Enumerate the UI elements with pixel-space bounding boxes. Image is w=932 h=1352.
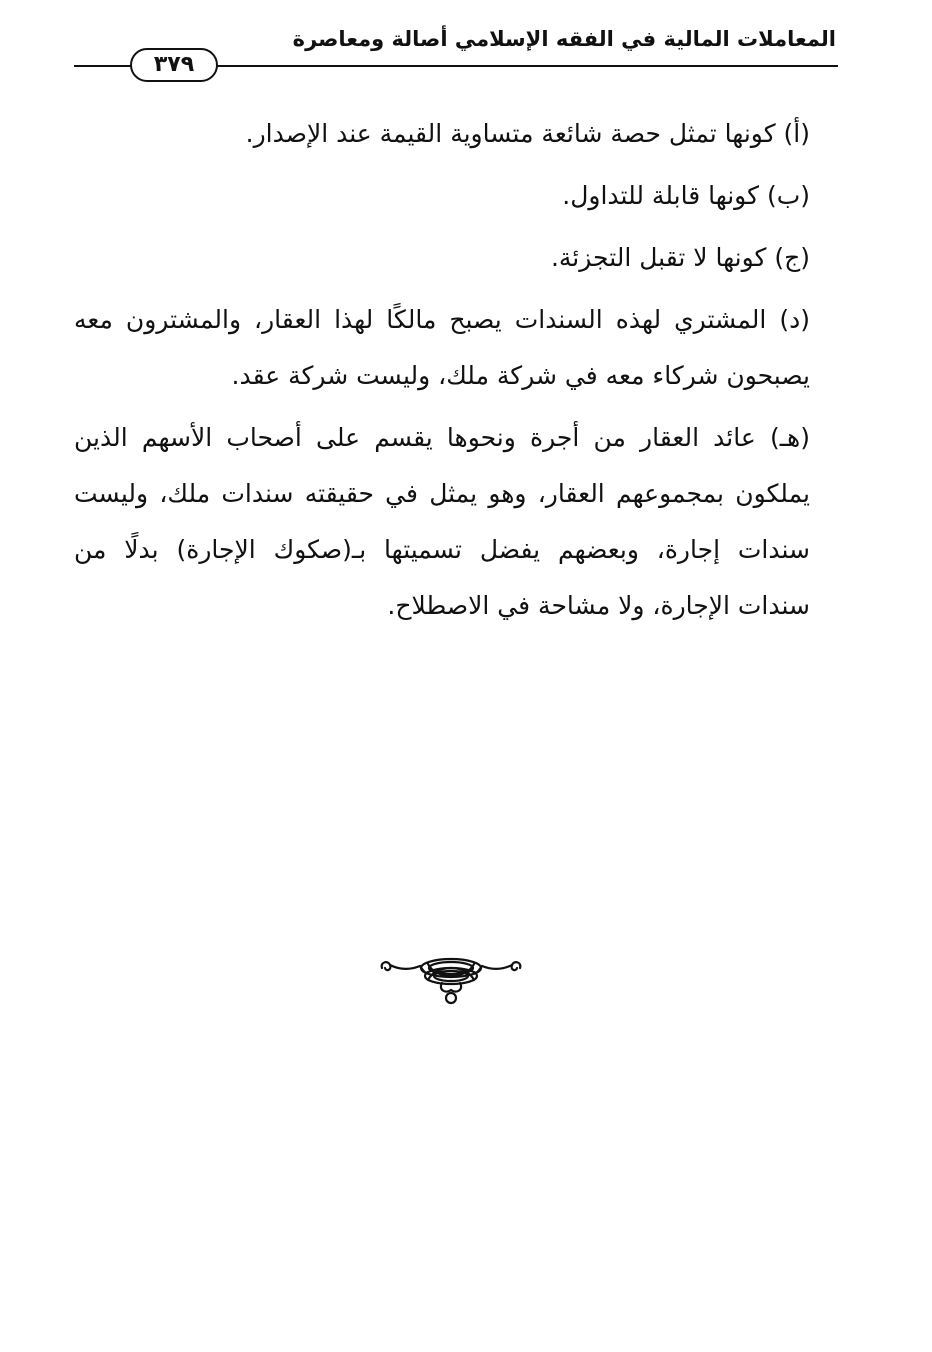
page-number: ٣٧٩ [153, 52, 195, 77]
running-title: المعاملات المالية في الفقه الإسلامي أصالة ومعاصرة [292, 27, 836, 51]
list-item-jim: (ج) كونها لا تقبل التجزئة. [550, 243, 810, 272]
list-item-dal: (د) المشتري لهذه السندات يصبح مالكًا لهذا العقار، والمشترون معه يصبحون شركاء معه في شركة ملك، وليست شركة عقد. [74, 305, 810, 390]
body-text [74, 106, 838, 640]
list-item-ba: (ب) كونها قابلة للتداول. [562, 181, 810, 210]
list-item-alif: (أ) كونها تمثل حصة شائعة متساوية القيمة عند الإصدار. [245, 119, 810, 148]
decorative-knot-ornament-icon [376, 950, 526, 1014]
page-number-frame [130, 48, 218, 82]
list-item-ha: (هـ) عائد العقار من أجرة ونحوها يقسم على أصحاب الأسهم الذين يملكون بمجموعهم العقار، وهو يمثل في حقيقته سندات ملك، وليست سندات إجارة، وبعضهم يفضل تسميتها بـ(صكوك الإجارة) بدلًا من سندات الإجارة، ولا مشاحة في الاصطلاح. [74, 423, 810, 620]
